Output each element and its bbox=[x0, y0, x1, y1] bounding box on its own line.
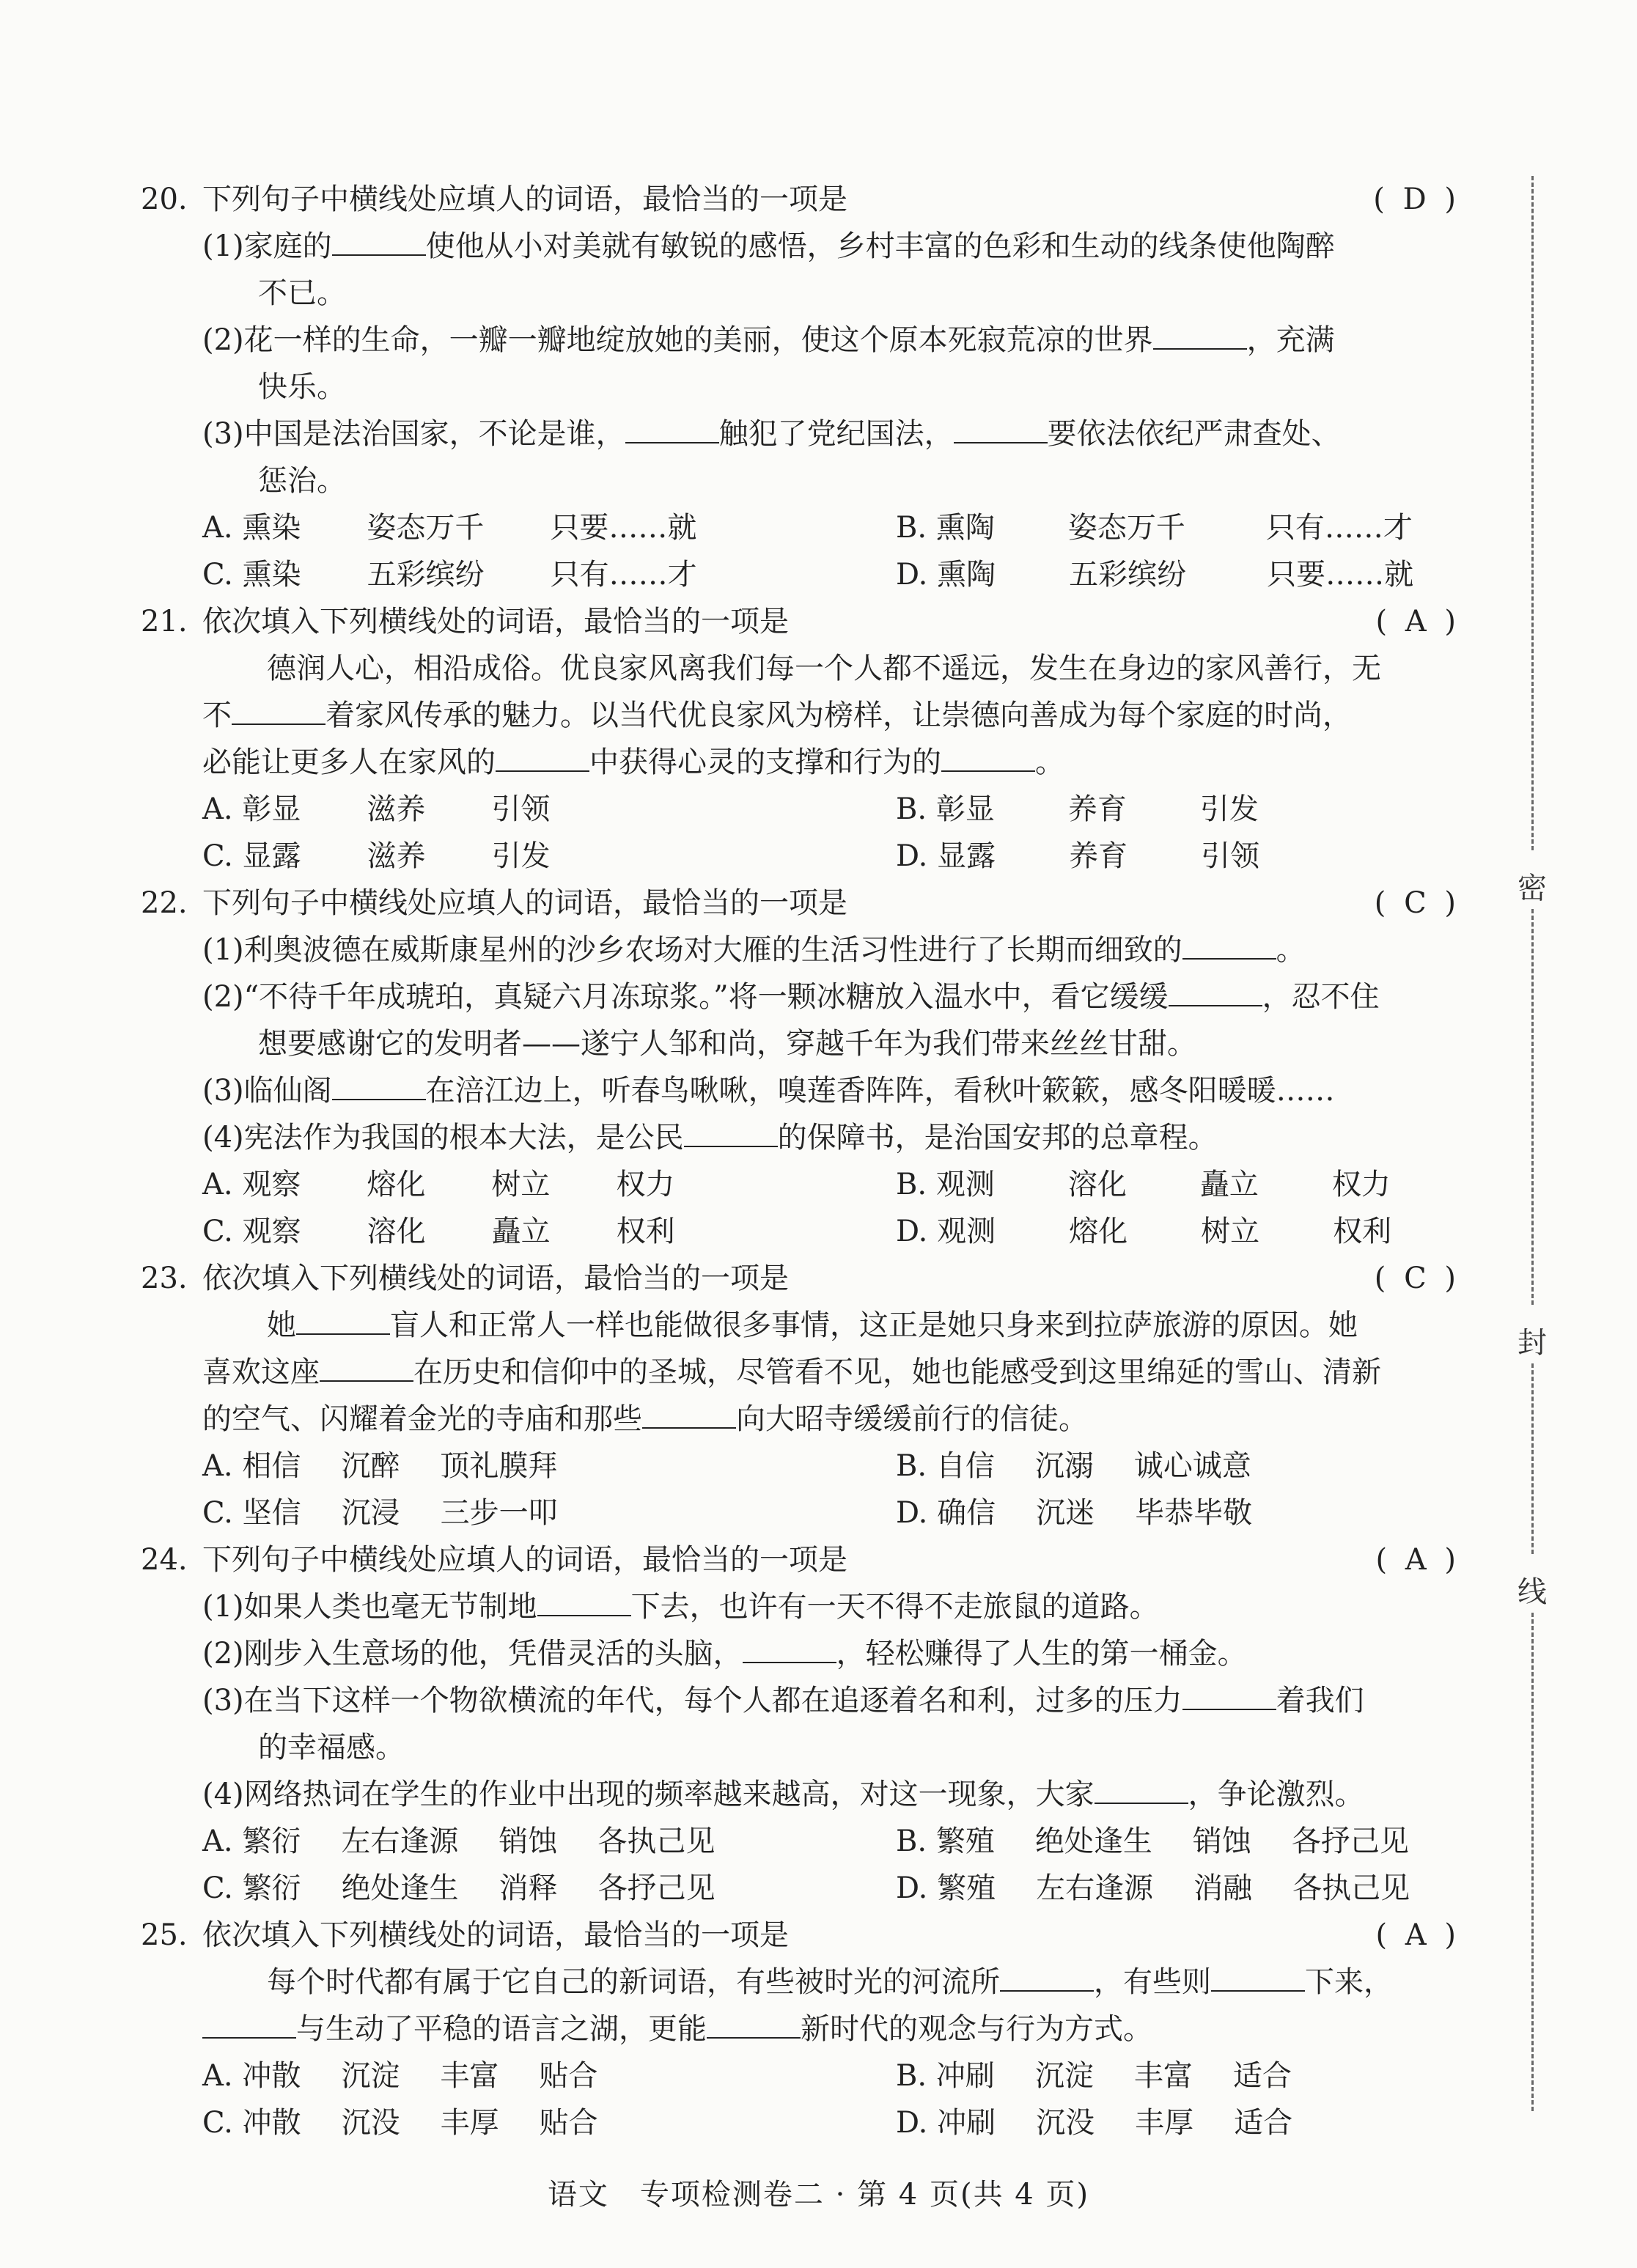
passage-line: 与生动了平稳的语言之湖，更能 新时代的观念与行为方式。 bbox=[202, 2006, 1152, 2052]
sub-item: (2)花一样的生命，一瓣一瓣地绽放她的美丽，使这个原本死寂荒凉的世界 ，充满 bbox=[202, 323, 1335, 357]
question-25 bbox=[141, 1912, 1475, 2146]
sub-item-continued: 惩治。 bbox=[258, 464, 346, 498]
question-number: 24. bbox=[141, 1543, 188, 1577]
dashed-line bbox=[1531, 1613, 1534, 2111]
question-number: 22. bbox=[141, 886, 188, 920]
question-title: 下列句子中横线处应填人的词语，最恰当的一项是 bbox=[202, 886, 847, 920]
sub-item: (1)利奥波德在威斯康星州的沙乡农场对大雁的生活习性进行了长期而细致的 。 bbox=[202, 933, 1306, 967]
question-number: 25. bbox=[141, 1918, 188, 1952]
passage-line: 她 盲人和正常人一样也能做很多事情，这正是她只身来到拉萨旅游的原因。她 bbox=[267, 1308, 1358, 1342]
sub-item: (4)网络热词在学生的作业中出现的频率越来越高，对这一现象，大家 ，争论激烈。 bbox=[202, 1778, 1364, 1811]
sub-item-continued: 快乐。 bbox=[258, 370, 346, 404]
option-d: D. 确信 沉迷 毕恭毕敬 bbox=[896, 1496, 1253, 1530]
fill-blank bbox=[1153, 322, 1247, 350]
sub-item: (3)在当下这样一个物欲横流的年代，每个人都在追逐着名和利，过多的压力 着我们 bbox=[202, 1684, 1364, 1717]
fill-blank bbox=[625, 416, 719, 443]
fill-blank bbox=[1000, 1964, 1094, 1992]
question-23 bbox=[141, 1255, 1475, 1536]
sub-item: (2)刚步入生意场的他，凭借灵活的头脑， ，轻松赚得了人生的第一桶金。 bbox=[202, 1637, 1247, 1671]
sub-item: (1)家庭的 使他从小对美就有敏锐的感悟，乡村丰富的色彩和生动的线条使他陶醉 bbox=[202, 229, 1335, 263]
sub-item: (2)“不待千年成琥珀，真疑六月冻琼浆。”将一颗冰糖放入温水中，看它缓缓 ，忍不住 bbox=[202, 980, 1380, 1014]
question-number: 21. bbox=[141, 605, 188, 638]
sub-item-continued: 的幸福感。 bbox=[258, 1731, 405, 1764]
fill-blank bbox=[1169, 979, 1262, 1006]
option-b: B. 冲刷 沉淀 丰富 适合 bbox=[896, 2059, 1292, 2093]
passage-line: 喜欢这座 在历史和信仰中的圣城，尽管看不见，她也能感受到这里绵延的雪山、清新 bbox=[202, 1355, 1381, 1389]
fill-blank bbox=[537, 1588, 631, 1616]
fill-blank bbox=[642, 1401, 736, 1429]
sub-item-continued: 想要感谢它的发明者——遂宁人邹和尚，穿越千年为我们带来丝丝甘甜。 bbox=[258, 1027, 1196, 1061]
option-a: A. 冲散 沉淀 丰富 贴合 bbox=[202, 2059, 598, 2093]
question-24 bbox=[141, 1536, 1475, 1912]
question-title: 依次填入下列横线处的词语，最恰当的一项是 bbox=[202, 605, 789, 638]
question-title: 依次填入下列横线处的词语，最恰当的一项是 bbox=[202, 1262, 789, 1295]
answer-bracket: ( A ) bbox=[1375, 1918, 1460, 1952]
sub-item: (3)临仙阁 在涪江边上，听春鸟啾啾，嗅莲香阵阵，看秋叶簌簌，感冬阳暖暖…… bbox=[202, 1074, 1335, 1108]
question-title: 下列句子中横线处应填人的词语，最恰当的一项是 bbox=[202, 1543, 847, 1577]
fill-blank bbox=[954, 416, 1048, 443]
option-a: A. 观察 熔化 树立 权力 bbox=[202, 1168, 675, 1201]
answer-bracket: ( C ) bbox=[1374, 886, 1460, 920]
page-footer: 语文 专项检测卷二 · 第 4 页(共 4 页) bbox=[547, 2178, 1090, 2212]
option-a: A. 熏染 姿态万千 只要……就 bbox=[202, 511, 697, 545]
sub-item: (4)宪法作为我国的根本大法，是公民 的保障书，是治国安邦的总章程。 bbox=[202, 1121, 1218, 1155]
fill-blank bbox=[941, 744, 1035, 772]
question-20 bbox=[141, 176, 1475, 598]
option-a: A. 繁衍 左右逢源 销蚀 各执己见 bbox=[202, 1825, 716, 1858]
fill-blank bbox=[332, 228, 426, 256]
answer-bracket: ( A ) bbox=[1375, 605, 1460, 638]
option-b: B. 观测 溶化 矗立 权力 bbox=[896, 1168, 1391, 1201]
fill-blank bbox=[707, 2011, 801, 2039]
question-number: 23. bbox=[141, 1262, 188, 1295]
dashed-line bbox=[1531, 909, 1534, 1305]
option-c: C. 坚信 沉浸 三步一叩 bbox=[202, 1496, 558, 1530]
question-title: 依次填入下列横线处的词语，最恰当的一项是 bbox=[202, 1918, 789, 1952]
passage-line: 不 着家风传承的魅力。以当代优良家风为榜样，让崇德向善成为每个家庭的时尚， bbox=[202, 699, 1352, 732]
question-21 bbox=[141, 598, 1475, 880]
passage-line: 德润人心，相沿成俗。优良家风离我们每一个人都不遥远，发生在身边的家风善行，无 bbox=[267, 652, 1381, 685]
option-d: D. 显露 养育 引领 bbox=[896, 839, 1260, 873]
fill-blank bbox=[202, 2011, 296, 2039]
sub-item: (3)中国是法治国家，不论是谁， 触犯了党纪国法， 要依法依纪严肃查处、 bbox=[202, 417, 1341, 451]
question-title: 下列句子中横线处应填人的词语，最恰当的一项是 bbox=[202, 183, 847, 216]
option-c: C. 观察 溶化 矗立 权利 bbox=[202, 1215, 675, 1248]
fill-blank bbox=[296, 1307, 390, 1335]
option-a: A. 彰显 滋养 引领 bbox=[202, 792, 551, 826]
fill-blank bbox=[496, 744, 589, 772]
option-d: D. 熏陶 五彩缤纷 只要……就 bbox=[896, 558, 1414, 592]
sub-item: (1)如果人类也毫无节制地 下去，也许有一天不得不走旅鼠的道路。 bbox=[202, 1590, 1159, 1624]
dashed-line bbox=[1531, 176, 1534, 850]
option-c: C. 显露 滋养 引发 bbox=[202, 839, 551, 873]
option-d: D. 繁殖 左右逢源 消融 各执己见 bbox=[896, 1871, 1410, 1905]
option-b: B. 熏陶 姿态万千 只有……才 bbox=[896, 511, 1413, 545]
option-c: C. 冲散 沉没 丰厚 贴合 bbox=[202, 2106, 598, 2140]
question-number: 20. bbox=[141, 183, 188, 216]
answer-bracket: ( A ) bbox=[1375, 1543, 1460, 1577]
passage-line: 必能让更多人在家风的 中获得心灵的支撑和行为的 。 bbox=[202, 745, 1064, 779]
fill-blank bbox=[743, 1635, 836, 1663]
option-a: A. 相信 沉醉 顶礼膜拜 bbox=[202, 1449, 558, 1483]
fill-blank bbox=[1182, 932, 1276, 960]
option-d: D. 冲刷 沉没 丰厚 适合 bbox=[896, 2106, 1293, 2140]
option-d: D. 观测 熔化 树立 权利 bbox=[896, 1215, 1392, 1248]
answer-bracket: ( C ) bbox=[1374, 1262, 1460, 1295]
fill-blank bbox=[332, 1072, 426, 1100]
binding-char-mi: 密 bbox=[1518, 872, 1547, 905]
binding-char-feng: 封 bbox=[1518, 1326, 1547, 1360]
option-b: B. 繁殖 绝处逢生 销蚀 各抒己见 bbox=[896, 1825, 1409, 1858]
option-c: C. 熏染 五彩缤纷 只有……才 bbox=[202, 558, 697, 592]
binding-line bbox=[1510, 176, 1554, 2111]
fill-blank bbox=[232, 697, 325, 725]
passage-line: 的空气、闪耀着金光的寺庙和那些 向大昭寺缓缓前行的信徒。 bbox=[202, 1402, 1088, 1436]
binding-char-xian: 线 bbox=[1518, 1575, 1547, 1609]
fill-blank bbox=[1182, 1682, 1276, 1710]
fill-blank bbox=[320, 1354, 413, 1382]
answer-bracket: ( D ) bbox=[1373, 183, 1460, 216]
fill-blank bbox=[684, 1119, 778, 1147]
dashed-line bbox=[1531, 1363, 1534, 1554]
fill-blank bbox=[1095, 1776, 1188, 1804]
sub-item-continued: 不已。 bbox=[258, 276, 346, 310]
fill-blank bbox=[1211, 1964, 1305, 1992]
option-c: C. 繁衍 绝处逢生 消释 各抒己见 bbox=[202, 1871, 716, 1905]
option-b: B. 彰显 养育 引发 bbox=[896, 792, 1259, 826]
option-b: B. 自信 沉溺 诚心诚意 bbox=[896, 1449, 1251, 1483]
question-22 bbox=[141, 880, 1475, 1255]
passage-line: 每个时代都有属于它自己的新词语，有些被时光的河流所 ，有些则 下来， bbox=[267, 1965, 1393, 1999]
